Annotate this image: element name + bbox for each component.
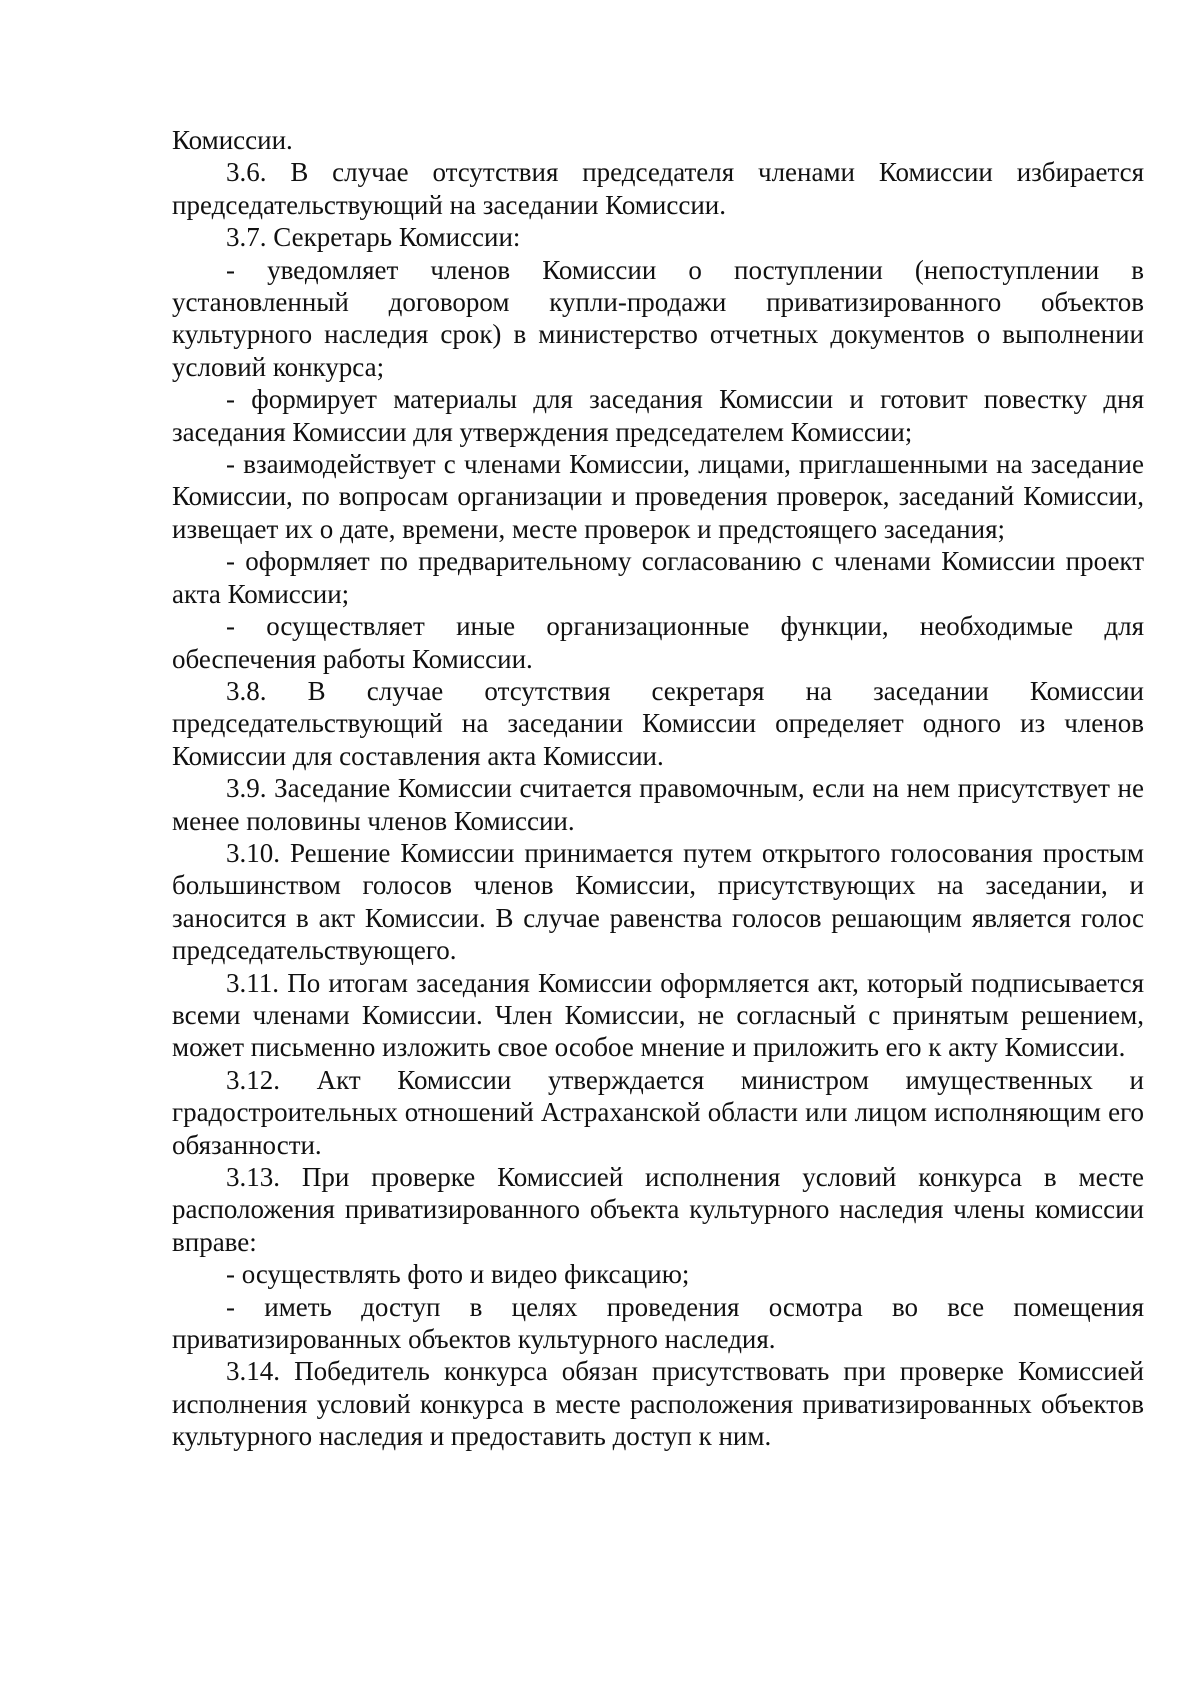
paragraph-3-8: 3.8. В случае отсутствия секретаря на заседании Комиссии председательствующий на заседании Комиссии определяет одного из членов Комиссии для составления акта Комиссии. <box>172 675 1144 771</box>
document-body <box>172 124 1144 1453</box>
list-item-photo-video: - осуществлять фото и видео фиксацию; <box>226 1259 690 1290</box>
list-item-materials: - формирует материалы для заседания Комиссии и готовит повестку дня заседания Комиссии для утверждения председателем Комиссии; <box>172 384 1144 447</box>
paragraph-3-14: 3.14. Победитель конкурса обязан присутствовать при проверке Комиссией исполнения условий конкурса в месте расположения приватизированных объектов культурного наследия и предоставить доступ к ним. <box>172 1356 1144 1452</box>
paragraph-3-9: 3.9. Заседание Комиссии считается правомочным, если на нем присутствует не менее половины членов Комиссии. <box>172 773 1144 836</box>
list-item-access: - иметь доступ в целях проведения осмотра во все помещения приватизированных объектов культурного наследия. <box>172 1291 1144 1355</box>
paragraph-3-10: 3.10. Решение Комиссии принимается путем открытого голосования простым большинством голосов членов Комиссии, присутствующих на заседании, и заносится в акт Комиссии. В случае равенства голосов решающим является голос председательствующего. <box>172 837 1144 966</box>
paragraph-3-7: 3.7. Секретарь Комиссии: <box>226 222 521 253</box>
list-item-other-functions: - осуществляет иные организационные функции, необходимые для обеспечения работы Комиссии. <box>172 611 1144 674</box>
paragraph-3-11: 3.11. По итогам заседания Комиссии оформляется акт, который подписывается всеми членами Комиссии. Член Комиссии, не согласный с принятым решением, может письменно изложить свое особое мнение и приложить его к акту Комиссии. <box>172 967 1144 1063</box>
list-item-notify: - уведомляет членов Комиссии о поступлении (непоступлении в установленный договором купли-продажи приватизированного объектов культурного наследия срок) в министерство отчетных документов о выполнении условий конкурса; <box>172 254 1144 382</box>
paragraph-continuation: Комиссии. <box>172 125 293 155</box>
paragraph-3-6: 3.6. В случае отсутствия председателя членами Комиссии избирается председательствующий на заседании Комиссии. <box>172 157 1144 220</box>
list-item-draft-act: - оформляет по предварительному согласованию с членами Комиссии проект акта Комиссии; <box>172 546 1144 609</box>
paragraph-3-13: 3.13. При проверке Комиссией исполнения условий конкурса в месте расположения приватизированного объекта культурного наследия члены комиссии вправе: <box>172 1162 1144 1257</box>
list-item-interact: - взаимодействует с членами Комиссии, лицами, приглашенными на заседание Комиссии, по вопросам организации и проведения проверок, заседаний Комиссии, извещает их о дате, времени, месте проверок и предстоящего заседания; <box>172 449 1144 544</box>
paragraph-3-12: 3.12. Акт Комиссии утверждается министром имущественных и градостроительных отношений Астраханской области или лицом исполняющим его обязанности. <box>172 1064 1144 1160</box>
